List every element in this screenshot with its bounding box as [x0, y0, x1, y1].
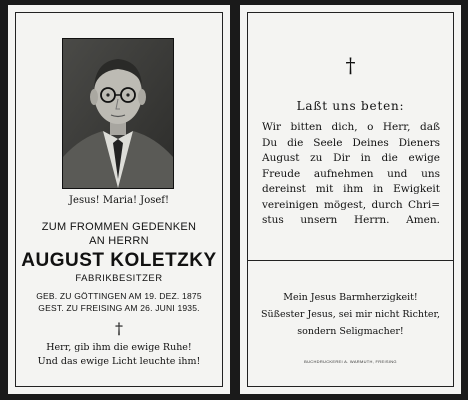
ejaculation-line: Süßester Jesus, sei mir nicht Richter, — [261, 309, 440, 320]
divider — [247, 260, 454, 261]
memorial-heading — [8, 220, 230, 248]
occupation: FABRIKBESITZER — [75, 273, 163, 284]
cross-icon: † — [345, 53, 356, 77]
exclamation-text: Jesus! Maria! Josef! — [69, 195, 169, 206]
ejaculations — [240, 289, 461, 340]
prayer-heading: Laßt uns beten: — [296, 99, 405, 113]
life-dates — [8, 290, 230, 314]
prayer-text — [262, 120, 440, 229]
memorial-heading-line1: ZUM FROMMEN GEDENKEN — [41, 221, 197, 233]
memorial-card-back — [240, 5, 461, 394]
ejaculation-line: sondern Seligmacher! — [297, 326, 404, 337]
cross-icon: † — [115, 319, 123, 338]
prayer-line: vereinigen mögest, durch Chri= — [262, 198, 440, 211]
prayer-line: August zu Dir in die ewige — [262, 152, 440, 164]
birth-date: GEB. ZU GÖTTINGEN AM 19. DEZ. 1875 — [36, 291, 202, 301]
portrait-photo — [62, 38, 174, 189]
memorial-card-front — [8, 5, 230, 394]
eternal-rest-prayer — [8, 341, 230, 369]
prayer-line: Und das ewige Licht leuchte ihm! — [37, 356, 201, 367]
printer-imprint: BUCHDRUCKEREI A. WARMUTH, FREISING — [304, 359, 397, 364]
prayer-line: dereinst mit ihm in Ewigkeit — [262, 183, 440, 195]
prayer-line: Wir bitten dich, o Herr, daß — [262, 121, 440, 133]
prayer-line: Herr, gib ihm die ewige Ruhe! — [46, 342, 192, 353]
memorial-heading-line2: AN HERRN — [89, 235, 149, 247]
prayer-line: stus unsern Herrn. Amen. — [262, 214, 440, 226]
death-date: GEST. ZU FREISING AM 26. JUNI 1935. — [38, 303, 200, 313]
ejaculation-line: Mein Jesus Barmherzigkeit! — [283, 292, 418, 303]
prayer-line: Du die Seele Deines Dieners — [262, 136, 440, 149]
deceased-name: AUGUST KOLETZKY — [21, 250, 217, 271]
prayer-line: Freude aufnehmen und uns — [262, 167, 440, 180]
